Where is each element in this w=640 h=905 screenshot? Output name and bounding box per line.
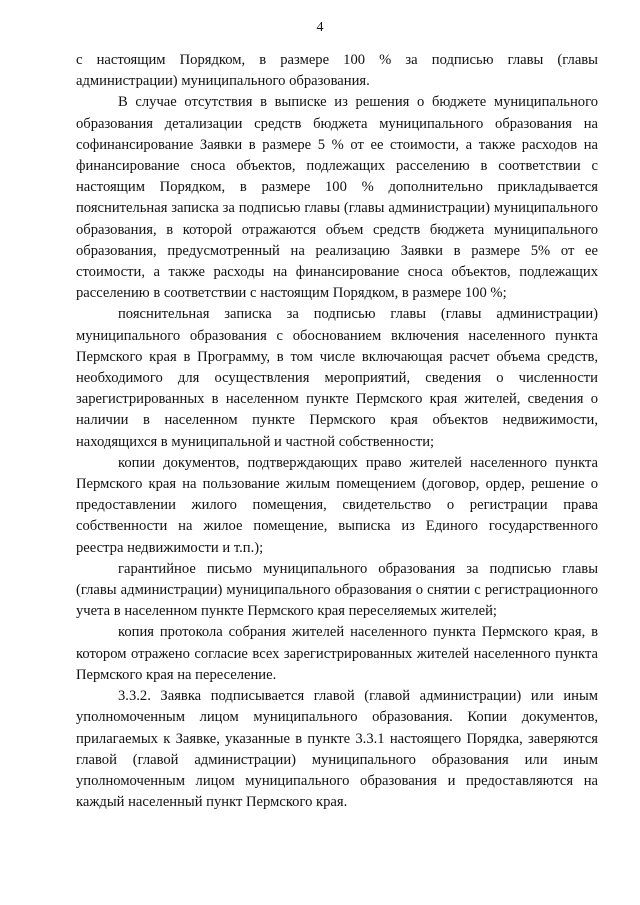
page-number: 4	[316, 20, 324, 35]
paragraph-continuation: с настоящим Порядком, в размере 100 % за подписью главы (главы администрации) муниципального образования.	[76, 52, 598, 90]
paragraph-guarantee-letter: гарантийное письмо муниципального образования за подписью главы (главы администрации) муниципального образования о снятии с регистрационного учета в населенном пункте Пермского края переселяемых жителей;	[76, 560, 598, 620]
paragraph-explanatory-note: пояснительная записка за подписью главы (главы администрации) муниципального образования с обоснованием включения населенного пункта Пермского края в Программу, в том числе включающая расчет объема средств, необходимого для осуществления мероприятий, сведения о численности зарегистрированных в населенном пункте Пермского края жителей, сведения о наличии в населенном пункте Пермского края объектов недвижимости, находящихся в муниципальной и частной собственности;	[76, 306, 598, 450]
document-body	[76, 50, 598, 813]
paragraph-budget-absence: В случае отсутствия в выписке из решения о бюджете муниципального образования детализации средств бюджета муниципального образования на софинансирование Заявки в размере 5 % от ее стоимости, а также расходов на финансирование сноса объектов, подлежащих расселению в соответствии с настоящим Порядком, в размере 100 % дополнительно прикладывается пояснительная записка за подписью главы (главы администрации) муниципального образования, в которой отражаются объем средств бюджета муниципального образования, предусмотренный на реализацию Заявки в размере 5% от ее стоимости, а также расходы на финансирование сноса объектов, подлежащих расселению в соответствии с настоящим Порядком, в размере 100 %;	[76, 94, 598, 302]
paragraph-meeting-protocol: копия протокола собрания жителей населенного пункта Пермского края, в котором отражено согласие всех зарегистрированных жителей населенного пункта Пермского края на переселение.	[76, 624, 598, 683]
paragraph-3-3-2: 3.3.2. Заявка подписывается главой (главой администрации) или иным уполномоченным лицом муниципального образования. Копии документов, прилагаемых к Заявке, указанные в пункте 3.3.1 настоящего Порядка, заверяются главой (главой администрации) муниципального образования или иным уполномоченным лицом муниципального образования и предоставляются на каждый населенный пункт Пермского края.	[76, 688, 598, 811]
paragraph-document-copies: копии документов, подтверждающих право жителей населенного пункта Пермского края на пользование жилым помещением (договор, ордер, решение о предоставлении жилого помещения, свидетельство о регистрации права собственности на жилое помещение, выписка из Единого государственного реестра недвижимости и т.п.);	[76, 454, 598, 556]
